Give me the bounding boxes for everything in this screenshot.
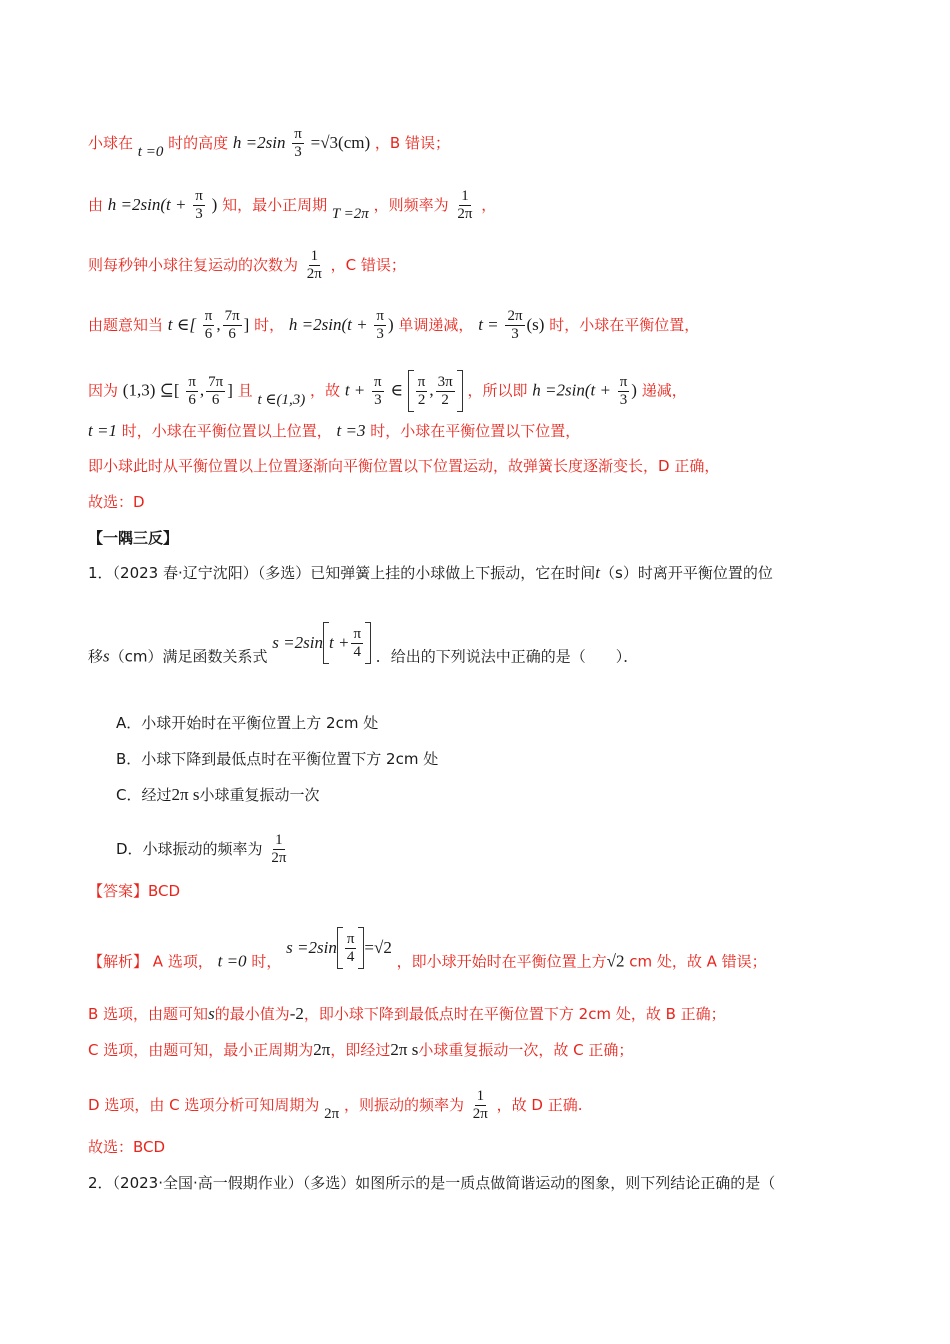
- fraction: [618, 374, 630, 409]
- bracket-right: [457, 370, 463, 412]
- frac-num: 1: [310, 248, 319, 264]
- math-bracket: ]: [227, 380, 233, 400]
- math-comma: ,: [216, 315, 221, 334]
- math-s-func: s =2sin: [286, 937, 337, 957]
- text: ．给出的下列说法中正确的是（ ）．: [375, 647, 639, 666]
- frac-den: 2: [441, 391, 449, 408]
- frac-num: π: [376, 308, 384, 324]
- math-h: h =2sin(t +: [532, 380, 611, 400]
- bracket-left: [408, 370, 414, 412]
- fraction: [269, 832, 288, 867]
- frac-den: 3: [294, 144, 302, 160]
- fraction: [372, 374, 384, 409]
- analysis-line-1: [88, 930, 767, 983]
- frac-num: 7π: [208, 373, 224, 390]
- math-interval: t ∈(1,3): [257, 391, 306, 408]
- text: C．经过: [116, 786, 172, 804]
- text: 小球重复振动一次，故 C 正确；: [418, 1041, 634, 1059]
- text: ，B 错误；: [374, 134, 450, 152]
- math-interval: t ∈[: [167, 315, 196, 334]
- math-in: ∈: [390, 380, 403, 400]
- math-t: t +: [344, 380, 366, 400]
- fraction: [374, 308, 386, 343]
- text: 由: [88, 196, 104, 214]
- text: ，故: [310, 381, 341, 400]
- frac-den: 6: [228, 326, 236, 342]
- text: 时的高度: [168, 134, 229, 152]
- question-1-line-1: [88, 562, 773, 584]
- fraction: [203, 308, 215, 343]
- frac-num: π: [346, 930, 355, 947]
- fraction: [471, 1088, 490, 1123]
- frac-num: 3π: [437, 373, 453, 390]
- text: 因为: [88, 381, 119, 400]
- section-title: 【一隅三反】: [88, 529, 179, 547]
- frac-den: 3: [619, 391, 628, 408]
- text: 小球在: [88, 134, 134, 152]
- solution-line-1: [88, 126, 450, 161]
- text: （cm）满足函数关系式: [109, 647, 268, 666]
- frac-den: 2: [417, 391, 426, 408]
- solution-line-2: [88, 188, 496, 223]
- frac-den: 4: [346, 948, 355, 965]
- text: 知，最小正周期: [222, 196, 328, 214]
- text: ，即经过: [330, 1041, 391, 1059]
- math-unit: (s): [526, 315, 545, 334]
- math-s: s: [103, 646, 110, 666]
- analysis-line-2: [88, 1003, 726, 1025]
- analysis-label: 【解析】: [88, 952, 149, 971]
- frac-num: 2π: [507, 308, 523, 324]
- bracket-left: [337, 927, 343, 969]
- analysis-line-3: [88, 1039, 633, 1061]
- solution-line-5: [88, 370, 687, 412]
- solution-conclusion: 故选：D: [88, 493, 145, 511]
- frac-num: π: [353, 625, 362, 642]
- math-t: t +: [328, 632, 350, 652]
- math-2pi-s: 2π s: [390, 1040, 419, 1059]
- text: ，所以即: [467, 381, 528, 400]
- math-2pi-s: 2π s: [171, 785, 200, 804]
- text: cm 处，故 A 错误；: [624, 952, 767, 971]
- option-d: [116, 832, 290, 867]
- math-eq: =√3(cm): [310, 133, 371, 152]
- text: A 选项，: [152, 952, 213, 971]
- math-paren: ): [387, 315, 394, 334]
- fraction: [193, 188, 205, 223]
- frac-num: 7π: [224, 308, 240, 324]
- bracket-right: [365, 622, 371, 664]
- math-s-func: s =2sin: [272, 632, 323, 652]
- fraction: [416, 374, 428, 409]
- text: ，即小球下降到最低点时在平衡位置下方 2cm 处，故 B 正确；: [303, 1005, 726, 1023]
- math-eq: =√2: [364, 937, 392, 957]
- frac-num: 1: [275, 832, 283, 848]
- solution-line-4: [88, 308, 699, 343]
- frac-num: π: [188, 373, 196, 390]
- text: 时，: [251, 952, 282, 971]
- frac-den: 6: [188, 391, 196, 408]
- frac-den: 3: [511, 326, 519, 342]
- text: ，故 D 正确.: [496, 1096, 583, 1114]
- text: C 选项，由题可知，最小正周期为: [88, 1041, 314, 1059]
- text: ，则振动的频率为: [343, 1096, 464, 1114]
- frac-den: 2π: [306, 266, 322, 282]
- math-t: t: [595, 563, 600, 582]
- analysis-conclusion: 故选：BCD: [88, 1138, 166, 1156]
- frac-num: π: [204, 308, 213, 324]
- text: 的最小值为: [214, 1005, 290, 1023]
- text: ，则频率为: [373, 196, 449, 214]
- math-t: t =: [478, 315, 499, 334]
- math-h: h =2sin(t +: [288, 315, 368, 334]
- answer-value: BCD: [148, 882, 181, 900]
- question-1-line-2: [88, 625, 639, 678]
- math-t: t =3: [336, 421, 366, 440]
- text: 则每秒钟小球往复运动的次数为: [88, 256, 299, 274]
- frac-num: π: [374, 373, 382, 390]
- fraction: [351, 626, 363, 661]
- math-comma: ,: [199, 380, 205, 400]
- text: ，即小球开始时在平衡位置上方: [396, 952, 607, 971]
- frac-num: π: [619, 373, 628, 390]
- text: ，: [481, 196, 497, 214]
- math-h: h =2sin: [232, 133, 286, 152]
- frac-den: 2π: [457, 206, 473, 222]
- text: 单调递减，: [398, 316, 474, 334]
- text: D 选项，由 C 选项分析可知周期为: [88, 1096, 320, 1114]
- text: 时，小球在平衡位置，: [549, 316, 700, 334]
- math-h: h =2sin(t +: [107, 195, 187, 214]
- frac-den: 3: [374, 391, 382, 408]
- frac-den: 6: [211, 391, 220, 408]
- text: 1．（2023 春·辽宁沈阳）（多选）已知弹簧上挂的小球做上下振动，它在时间: [88, 564, 596, 582]
- math-min: -2: [289, 1004, 304, 1023]
- fraction: [305, 248, 324, 283]
- fraction: [455, 188, 474, 223]
- option-c: [116, 784, 319, 806]
- answer-line: [88, 880, 180, 902]
- solution-line-7: 即小球此时从平衡位置以上位置逐渐向平衡位置以下位置运动，故弹簧长度逐渐变长，D 正确，: [88, 457, 720, 475]
- math-t: t =1: [88, 421, 117, 440]
- frac-num: π: [195, 188, 203, 204]
- math-s: s: [208, 1004, 215, 1023]
- math-paren: ): [631, 380, 637, 400]
- text: 小球重复振动一次: [199, 786, 320, 804]
- solution-line-3: [88, 248, 406, 283]
- text: 时，小球在平衡位置以上位置，: [121, 422, 332, 440]
- math-T: T =2π: [331, 206, 369, 222]
- frac-den: 2π: [472, 1106, 488, 1122]
- frac-den: 3: [376, 326, 384, 342]
- fraction: [345, 931, 357, 966]
- frac-den: 2π: [271, 850, 287, 866]
- solution-line-6: [88, 420, 580, 442]
- math-t0: t =0: [217, 951, 247, 971]
- math-t0: t =0: [137, 144, 164, 160]
- text: B 选项，由题可知: [88, 1005, 209, 1023]
- text: D．小球振动的频率为: [116, 840, 263, 858]
- math-sqrt2: √2: [606, 951, 625, 971]
- text: 递减，: [641, 381, 687, 400]
- frac-num: π: [417, 373, 426, 390]
- fraction: [436, 374, 455, 409]
- text: 且: [237, 381, 253, 400]
- math-paren: ): [211, 195, 218, 214]
- math-2pi: 2π: [313, 1040, 331, 1059]
- text: 由题意知当: [88, 316, 164, 334]
- fraction: [186, 374, 198, 409]
- frac-den: 6: [204, 326, 213, 342]
- option-a: A．小球开始时在平衡位置上方 2cm 处: [116, 714, 379, 732]
- fraction: [206, 374, 225, 409]
- fraction: [292, 126, 304, 161]
- fraction: [505, 308, 524, 343]
- text: 时，: [254, 316, 285, 334]
- text: 移: [88, 647, 104, 666]
- analysis-line-4: [88, 1088, 583, 1123]
- frac-num: 1: [476, 1088, 485, 1104]
- frac-den: 4: [353, 643, 361, 660]
- math-subset: (1,3) ⊆[: [122, 380, 180, 400]
- math-bracket: ]: [243, 315, 250, 334]
- text: ，C 错误；: [330, 256, 406, 274]
- frac-den: 3: [195, 206, 203, 222]
- text: 时，小球在平衡位置以下位置，: [370, 422, 581, 440]
- math-2pi: 2π: [324, 1106, 340, 1122]
- frac-num: π: [294, 126, 302, 142]
- answer-label: 【答案】: [88, 882, 149, 900]
- question-2: 2．（2023·全国·高一假期作业）（多选）如图所示的是一质点做简谐运动的图象，则下列结论正确的是（: [88, 1174, 776, 1192]
- fraction: [223, 308, 242, 343]
- frac-num: 1: [461, 188, 469, 204]
- option-b: B．小球下降到最低点时在平衡位置下方 2cm 处: [116, 750, 439, 768]
- math-comma: ,: [429, 380, 434, 400]
- text: （s）时离开平衡位置的位: [600, 564, 773, 582]
